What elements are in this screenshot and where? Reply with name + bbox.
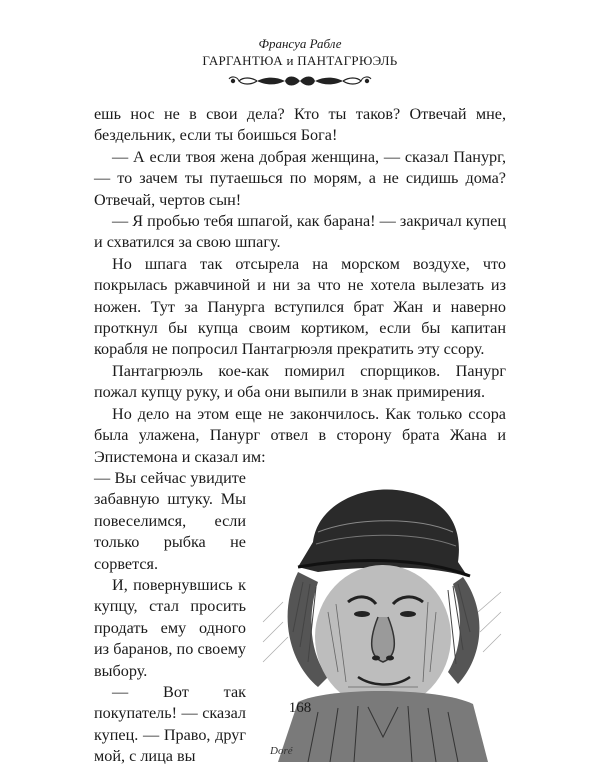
header-book-title: ГАРГАНТЮА и ПАНТАГРЮЭЛЬ bbox=[202, 53, 398, 68]
paragraph: Но дело на этом еще не закончилось. Как только ссора была улажена, Панург отвел в сторону брата Жана и Эпистемона и сказал им: bbox=[94, 404, 506, 466]
illustration-panurge bbox=[258, 472, 506, 762]
paragraph: И, повернувшись к купцу, стал просить продать ему одного из баранов, по своему выбору. bbox=[94, 575, 246, 680]
paragraph: — Я пробью тебя шпагой, как барана! — закричал купец и схватился за свою шпагу. bbox=[94, 212, 506, 252]
paragraph: ешь нос не в свои дела? Кто ты таков? Отвечай мне, бездельник, если ты боишься Бога! bbox=[94, 105, 506, 145]
paragraph: — А если твоя жена добрая женщина, — сказал Панург, — то зачем ты путаешься по морям, а не сидишь дома? Отвечай, чертов сын! bbox=[94, 147, 506, 209]
paragraph: — Вот так покупатель! — сказал купец. — Право, друг мой, с лица вы bbox=[94, 682, 246, 766]
main-text bbox=[94, 104, 506, 768]
illustration-signature: Doré bbox=[270, 744, 293, 757]
engraving-portrait-icon bbox=[258, 472, 506, 762]
header-author: Франсуа Рабле bbox=[258, 36, 342, 51]
ornament-divider-icon bbox=[225, 73, 375, 89]
paragraph: — Вы сейчас увидите забавную штуку. Мы повеселимся, если только рыбка не сорвется. bbox=[94, 468, 246, 573]
paragraph: Но шпага так отсырела на морском воздухе, что покрылась ржавчиной и ни за что не хотела вылезать из ножен. Тут за Панурга вступился брат Жан и наверно проткнул бы купца своим кортиком, если бы капитан корабля не попросил Пантагрюэля прекратить эту ссору. bbox=[94, 254, 506, 359]
paragraph: Пантагрюэль кое-как помирил спорщиков. Панург пожал купцу руку, и оба они выпили в знак примирения. bbox=[94, 361, 506, 402]
running-header bbox=[0, 36, 600, 89]
page-number: 168 bbox=[288, 700, 312, 716]
